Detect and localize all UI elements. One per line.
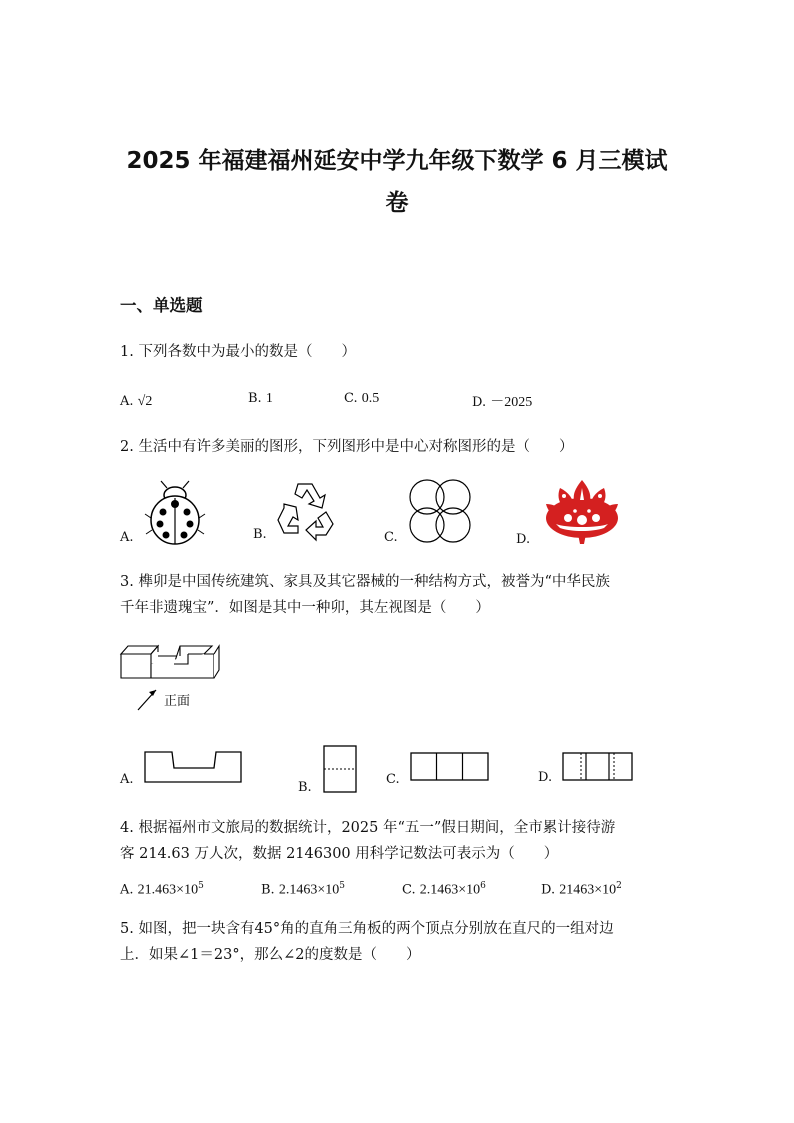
question-3-line-1: 3. 榫卯是中国传统建筑、家具及其它器械的一种结构方式，被誉为“中华民族 bbox=[120, 574, 610, 590]
q4-option-d[interactable] bbox=[541, 881, 622, 898]
document-title bbox=[100, 140, 694, 224]
question-4-text bbox=[120, 815, 680, 867]
option-label: D. bbox=[472, 395, 487, 410]
question-2-text: 2. 生活中有许多美丽的图形，下列图形中是中心对称图形的是（ ） bbox=[120, 439, 574, 455]
option-label: A. bbox=[120, 394, 134, 409]
option-exponent: 5 bbox=[198, 881, 204, 891]
option-mantissa: 21.463×10 bbox=[137, 882, 199, 898]
papercut-flower-icon bbox=[542, 478, 622, 544]
section-heading: 一、单选题 bbox=[120, 296, 203, 315]
recycle-icon bbox=[276, 480, 340, 540]
ladybug-icon bbox=[145, 480, 205, 546]
q4-option-c[interactable] bbox=[402, 881, 486, 898]
q3-option-c-label[interactable]: C. bbox=[386, 772, 400, 787]
option-label: C. bbox=[402, 882, 416, 898]
q3-option-b-label[interactable]: B. bbox=[298, 780, 312, 795]
option-mantissa: 21463×10 bbox=[559, 882, 617, 898]
q1-option-d[interactable] bbox=[472, 391, 532, 411]
q1-option-b[interactable] bbox=[248, 391, 273, 407]
q2-option-d-label[interactable]: D. bbox=[516, 532, 531, 547]
option-exponent: 6 bbox=[480, 881, 486, 891]
option-exponent: 2 bbox=[616, 881, 622, 891]
q3-option-a-figure bbox=[144, 750, 242, 784]
q3-option-a-label[interactable]: A. bbox=[120, 772, 134, 787]
option-value: √2 bbox=[137, 394, 153, 409]
q3-option-c-figure bbox=[410, 752, 490, 782]
question-4-line-2: 客 214.63 万人次，数据 2146300 用科学记数法可表示为（ ） bbox=[120, 846, 559, 862]
question-5-text bbox=[120, 916, 680, 968]
option-label: D. bbox=[541, 882, 556, 898]
q2-option-c-label[interactable]: C. bbox=[384, 530, 398, 545]
option-label: C. bbox=[344, 391, 358, 406]
title-line-2: 卷 bbox=[385, 190, 409, 216]
q2-option-a-label[interactable]: A. bbox=[120, 530, 134, 545]
question-1-text: 1. 下列各数中为最小的数是（ ） bbox=[120, 344, 356, 360]
option-value: －2025 bbox=[490, 395, 533, 410]
q3-option-b-figure bbox=[322, 744, 358, 794]
option-value: 0.5 bbox=[361, 391, 380, 406]
q3-option-d-figure bbox=[562, 752, 634, 782]
question-3-text bbox=[120, 569, 680, 621]
option-value: 1 bbox=[265, 391, 273, 406]
option-mantissa: 2.1463×10 bbox=[278, 882, 340, 898]
question-3-line-2: 千年非遗瑰宝”．如图是其中一种卯，其左视图是（ ） bbox=[120, 600, 490, 616]
q3-option-d-label[interactable]: D. bbox=[538, 770, 553, 785]
title-line-1: 2025 年福建福州延安中学九年级下数学 6 月三模试 bbox=[126, 148, 668, 174]
four-circles-icon bbox=[406, 478, 474, 544]
question-4-line-1: 4. 根据福州市文旅局的数据统计，2025 年“五一”假日期间，全市累计接待游 bbox=[120, 820, 616, 836]
question-5-line-2: 上．如果∠1＝23°，那么∠2的度数是（ ） bbox=[120, 947, 421, 963]
q1-option-a[interactable] bbox=[120, 394, 152, 410]
option-exponent: 5 bbox=[339, 881, 345, 891]
option-label: A. bbox=[120, 882, 134, 898]
q1-option-c[interactable] bbox=[344, 391, 379, 407]
option-mantissa: 2.1463×10 bbox=[419, 882, 481, 898]
q2-option-b-label[interactable]: B. bbox=[253, 527, 267, 542]
question-5-line-1: 5. 如图，把一块含有45°角的直角三角板的两个顶点分别放在直尺的一组对边 bbox=[120, 921, 614, 937]
option-label: B. bbox=[261, 882, 275, 898]
option-label: B. bbox=[248, 391, 262, 406]
front-view-label: 正面 bbox=[164, 694, 191, 709]
q4-option-a[interactable] bbox=[120, 881, 204, 898]
q4-option-b[interactable] bbox=[261, 881, 345, 898]
